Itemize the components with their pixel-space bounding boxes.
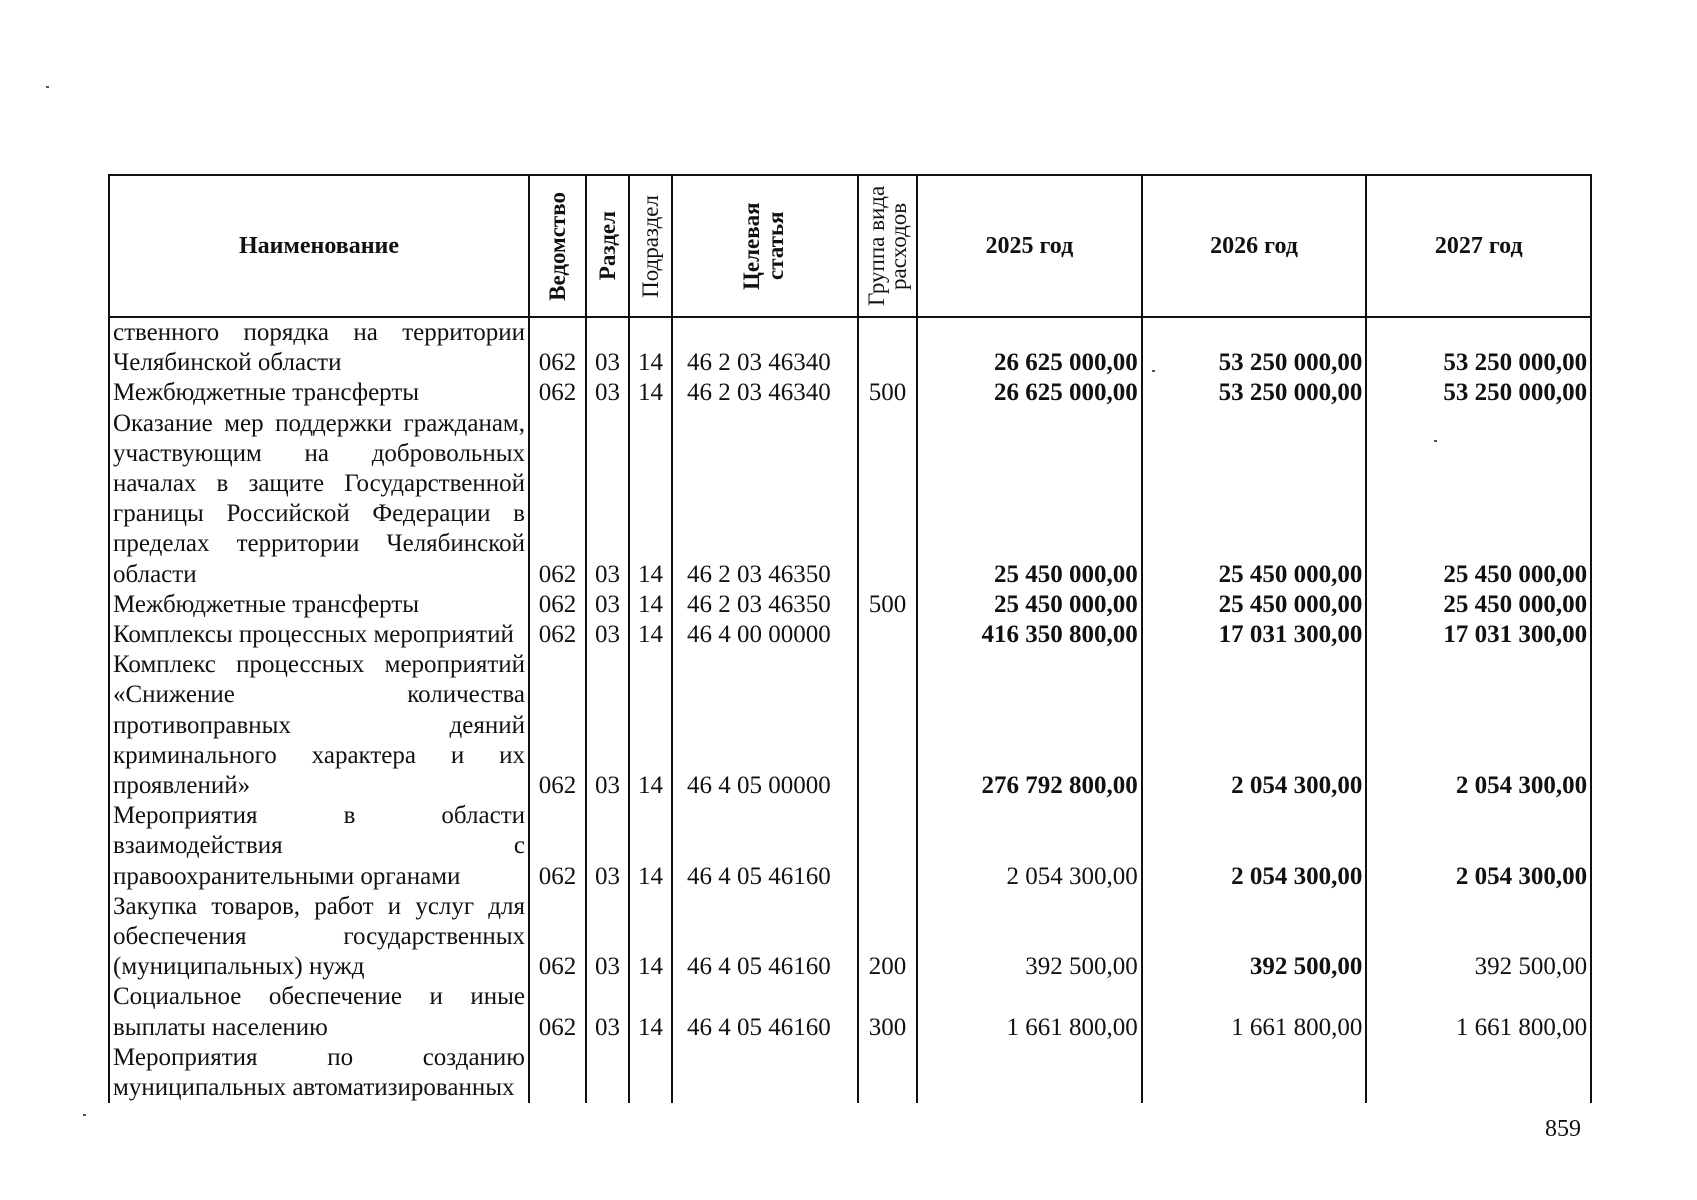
table-row — [109, 378, 1591, 408]
row-celevaya-statya: 46 2 03 46340 — [672, 378, 858, 408]
table-row — [109, 982, 1591, 1042]
row-gruppa: 500 — [858, 590, 917, 620]
row-podrazdel: 14 — [629, 409, 672, 590]
row-2026: 25 450 000,00 — [1142, 409, 1367, 590]
row-razdel: 03 — [586, 378, 629, 408]
row-2026: 2 054 300,00 — [1142, 801, 1367, 892]
header-gruppa-vida-rashodov: Группа вида расходов — [858, 175, 917, 317]
row-2027: 25 450 000,00 — [1366, 409, 1591, 590]
row-razdel — [586, 1043, 629, 1103]
row-podrazdel: 14 — [629, 801, 672, 892]
row-name: Закупка товаров, работ и услуг для обеспечения государственных (муниципальных) нужд — [109, 892, 529, 983]
row-podrazdel: 14 — [629, 317, 672, 378]
row-vedomstvo: 062 — [529, 317, 586, 378]
row-name: Межбюджетные трансферты — [109, 378, 529, 408]
row-vedomstvo: 062 — [529, 801, 586, 892]
header-vedomstvo: Ведомство — [529, 175, 586, 317]
row-2025: 25 450 000,00 — [917, 409, 1142, 590]
row-celevaya-statya: 46 2 03 46350 — [672, 590, 858, 620]
table-row — [109, 409, 1591, 590]
row-gruppa — [858, 650, 917, 801]
table-row — [109, 801, 1591, 892]
header-2026: 2026 год — [1142, 175, 1367, 317]
row-vedomstvo: 062 — [529, 650, 586, 801]
row-celevaya-statya: 46 2 03 46340 — [672, 317, 858, 378]
row-celevaya-statya: 46 4 05 00000 — [672, 650, 858, 801]
row-razdel: 03 — [586, 590, 629, 620]
row-2025: 276 792 800,00 — [917, 650, 1142, 801]
row-razdel: 03 — [586, 982, 629, 1042]
row-2026: 1 661 800,00 — [1142, 982, 1367, 1042]
table-row — [109, 590, 1591, 620]
table-row — [109, 892, 1591, 983]
row-2027: 25 450 000,00 — [1366, 590, 1591, 620]
row-2026: 53 250 000,00 — [1142, 317, 1367, 378]
row-vedomstvo: 062 — [529, 982, 586, 1042]
row-2027: 2 054 300,00 — [1366, 801, 1591, 892]
row-gruppa — [858, 1043, 917, 1103]
row-2027: 53 250 000,00 — [1366, 317, 1591, 378]
row-celevaya-statya: 46 4 00 00000 — [672, 620, 858, 650]
table-header-row — [109, 175, 1591, 317]
row-gruppa — [858, 317, 917, 378]
row-podrazdel: 14 — [629, 620, 672, 650]
row-podrazdel: 14 — [629, 650, 672, 801]
row-name: Социальное обеспечение и иные выплаты населению — [109, 982, 529, 1042]
row-name: ственного порядка на территории Челябинской области — [109, 317, 529, 378]
row-2026: 53 250 000,00 — [1142, 378, 1367, 408]
row-podrazdel: 14 — [629, 982, 672, 1042]
row-2026: 25 450 000,00 — [1142, 590, 1367, 620]
table-row — [109, 317, 1591, 378]
row-2025: 416 350 800,00 — [917, 620, 1142, 650]
row-name: Мероприятия в области взаимодействия с правоохранительными органами — [109, 801, 529, 892]
row-vedomstvo: 062 — [529, 378, 586, 408]
row-celevaya-statya: 46 4 05 46160 — [672, 801, 858, 892]
table-row — [109, 620, 1591, 650]
row-2027: 392 500,00 — [1366, 892, 1591, 983]
row-razdel: 03 — [586, 317, 629, 378]
row-celevaya-statya: 46 2 03 46350 — [672, 409, 858, 590]
row-2025: 26 625 000,00 — [917, 317, 1142, 378]
header-razdel: Раздел — [586, 175, 629, 317]
row-2025: 1 661 800,00 — [917, 982, 1142, 1042]
row-razdel: 03 — [586, 801, 629, 892]
row-razdel: 03 — [586, 650, 629, 801]
row-2027: 1 661 800,00 — [1366, 982, 1591, 1042]
row-2025: 2 054 300,00 — [917, 801, 1142, 892]
row-podrazdel — [629, 1043, 672, 1103]
row-2027 — [1366, 1043, 1591, 1103]
row-name: Комплексы процессных мероприятий — [109, 620, 529, 650]
row-2025 — [917, 1043, 1142, 1103]
row-razdel: 03 — [586, 409, 629, 590]
row-2027: 2 054 300,00 — [1366, 650, 1591, 801]
row-gruppa — [858, 409, 917, 590]
row-razdel: 03 — [586, 620, 629, 650]
header-2027: 2027 год — [1366, 175, 1591, 317]
page-number: 859 — [1545, 1116, 1581, 1142]
row-gruppa — [858, 801, 917, 892]
row-2025: 25 450 000,00 — [917, 590, 1142, 620]
row-vedomstvo: 062 — [529, 590, 586, 620]
row-2026: 2 054 300,00 — [1142, 650, 1367, 801]
row-2027: 17 031 300,00 — [1366, 620, 1591, 650]
table-row — [109, 650, 1591, 801]
row-2026: 392 500,00 — [1142, 892, 1367, 983]
header-name: Наименование — [109, 175, 529, 317]
row-gruppa — [858, 620, 917, 650]
header-2025: 2025 год — [917, 175, 1142, 317]
row-gruppa: 500 — [858, 378, 917, 408]
row-2027: 53 250 000,00 — [1366, 378, 1591, 408]
row-gruppa: 300 — [858, 982, 917, 1042]
header-celevaya-statya: Целевая статья — [672, 175, 858, 317]
row-vedomstvo — [529, 1043, 586, 1103]
row-name: Оказание мер поддержки гражданам, участвующим на добровольных началах в защите Государственной границы Российской Федерации в пределах территории Челябинской области — [109, 409, 529, 590]
row-celevaya-statya — [672, 1043, 858, 1103]
scan-mark — [46, 86, 49, 88]
row-2026: 17 031 300,00 — [1142, 620, 1367, 650]
row-2025: 392 500,00 — [917, 892, 1142, 983]
row-vedomstvo: 062 — [529, 620, 586, 650]
row-2025: 26 625 000,00 — [917, 378, 1142, 408]
row-celevaya-statya: 46 4 05 46160 — [672, 892, 858, 983]
row-vedomstvo: 062 — [529, 409, 586, 590]
row-podrazdel: 14 — [629, 892, 672, 983]
row-name: Комплекс процессных мероприятий «Снижение количества противоправных деяний криминального характера и их проявлений» — [109, 650, 529, 801]
row-name: Мероприятия по созданию муниципальных автоматизированных — [109, 1043, 529, 1103]
row-vedomstvo: 062 — [529, 892, 586, 983]
row-celevaya-statya: 46 4 05 46160 — [672, 982, 858, 1042]
row-name: Межбюджетные трансферты — [109, 590, 529, 620]
header-podrazdel: Подраздел — [629, 175, 672, 317]
scan-mark — [83, 1114, 86, 1116]
row-gruppa: 200 — [858, 892, 917, 983]
row-podrazdel: 14 — [629, 590, 672, 620]
row-podrazdel: 14 — [629, 378, 672, 408]
budget-table — [108, 174, 1592, 1103]
table-row — [109, 1043, 1591, 1103]
row-2026 — [1142, 1043, 1367, 1103]
row-razdel: 03 — [586, 892, 629, 983]
